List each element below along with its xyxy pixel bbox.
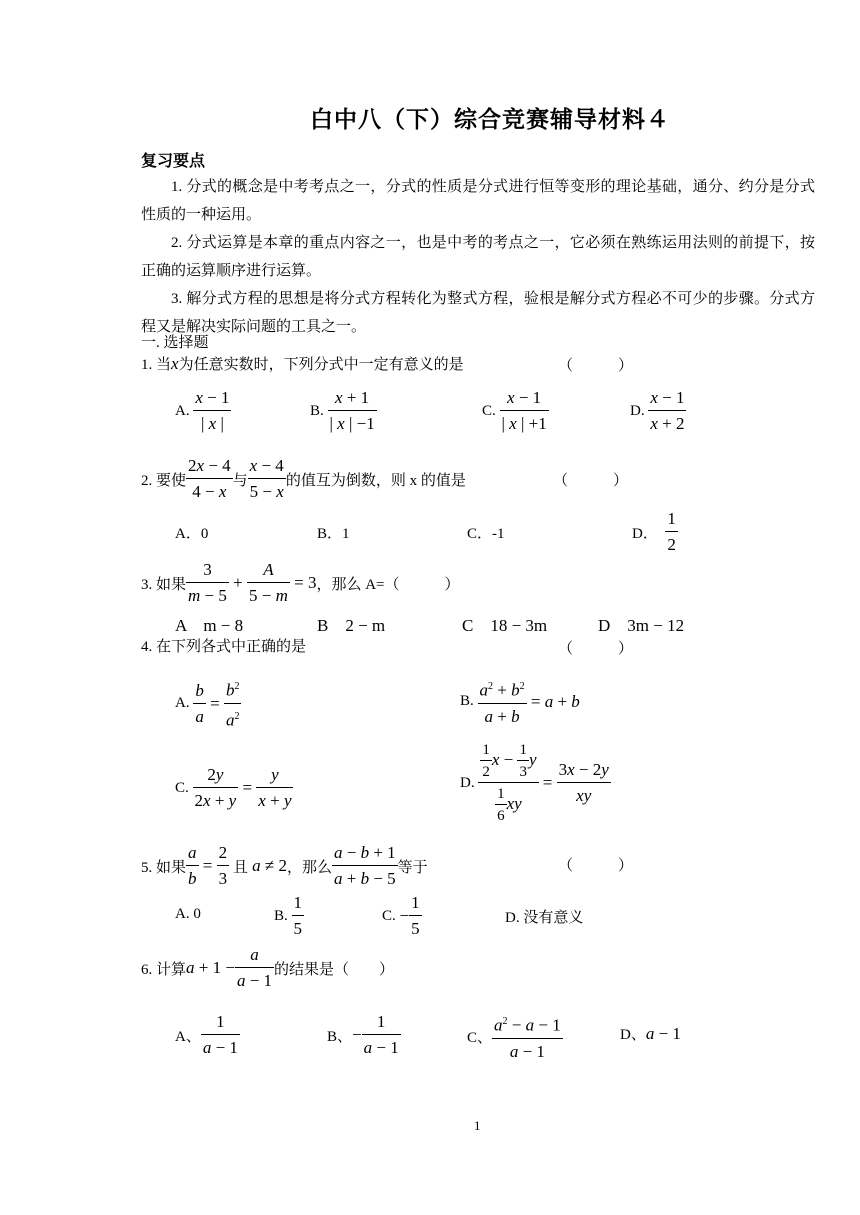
review-point-2: 2. 分式运算是本章的重点内容之一，也是中考的考点之一，它必须在熟练运用法则的前提下，按正确的运算顺序进行运算。 [141,235,815,279]
q4-option-a: A. $\frac{b}{a}$ = $\frac{b^2}{a^2}$ [175,677,241,730]
review-heading: 复习要点 [141,151,206,170]
q5-option-b: B. $\frac{1}{5}$ [274,893,303,938]
question-1: 1. 当x为任意实数时，下列分式中一定有意义的是 [141,354,464,373]
q6-option-d: D、 a − 1 [620,1023,681,1043]
q5-option-c: C. − $\frac{1}{5}$ [382,893,420,938]
answer-paren-2: （ ） [553,473,629,489]
q2-option-d: D． $\frac{1}{2}$ [632,509,676,554]
review-point-1: 1. 分式的概念是中考考点之一，分式的性质是分式进行恒等变形的理论基础，通分、约分是分式性质的一种运用。 [141,179,815,223]
q4-option-d: D. $\frac{1}{2}$ x − $\frac{1}{3}$ y $\frac{1}{6}$ xy = $\frac{3x - 2y}{xy}$ [460,742,609,824]
section-heading: 一. 选择题 [141,335,209,351]
question-4: 4. 在下列各式中正确的是 [141,639,307,655]
q1-option-c: C. $\frac{x - 1}{| x | +1}$ [482,388,547,433]
q5-option-d: D. 没有意义 [505,910,584,926]
review-point-3: 3. 解分式方程的思想是将分式方程转化为整式方程，验根是解分式方程必不可少的步骤。分式方程又是解决实际问题的工具之一。 [141,291,815,335]
q3-option-d: D 3m − 12 [598,616,685,635]
q5-option-a: A. 0 [175,906,201,922]
q1-option-b: B. $\frac{x + 1}{| x | -1}$ [310,388,375,433]
q3-option-c: C 18 − 3m [462,616,548,635]
page-number: 1 [474,1118,481,1133]
answer-paren-5: （ ） [558,858,634,874]
q2-option-a: A．0 [175,526,209,542]
question-3: 3. 如果 $\frac{3}{m - 5}$ + $\frac{A}{5 - m}$ = 3 ，那么 A=（ ） [141,560,460,605]
q3-option-a: A m − 8 [175,616,244,635]
q2-option-b: B．1 [317,526,350,542]
q6-option-c: C、 $\frac{a^2 - a - 1}{a - 1}$ [467,1012,563,1062]
q3-option-b: B 2 − m [317,616,386,635]
q4-option-c: C. $\frac{2y}{2x + y}$ = $\frac{y}{x + y}$ [175,765,292,810]
q1-option-a: A. $\frac{x - 1}{| x |}$ [175,388,230,433]
q6-option-b: B、 − $\frac{1}{a - 1}$ [327,1012,399,1057]
q4-option-b: B. $\frac{a^2 + b^2}{a + b}$ = a + b [460,677,580,727]
q2-option-c: C．-1 [467,526,505,542]
answer-paren-4: （ ） [558,641,634,657]
q1-option-d: D. $\frac{x - 1}{x + 2}$ [630,388,685,433]
page-title: 白中八（下）综合竞赛辅导材料４ [310,107,670,133]
answer-paren-1: （ ） [558,358,634,374]
question-5: 5. 如果 $\frac{a}{b}$ = $\frac{2}{3}$ 且 a ≠ 2 ，那么 $\frac{a - b + 1}{a + b - 5}$ 等于 [141,843,428,888]
question-6: 6. 计算 a + 1 − $\frac{a}{a - 1}$ 的结果是（ ） [141,945,395,990]
question-2: 2. 要使 $\frac{2x - 4}{4 - x}$ 与 $\frac{x - 4}{5 - x}$ 的值互为倒数，则 x 的值是 [141,456,466,501]
q6-option-a: A、 $\frac{1}{a - 1}$ [175,1012,238,1057]
